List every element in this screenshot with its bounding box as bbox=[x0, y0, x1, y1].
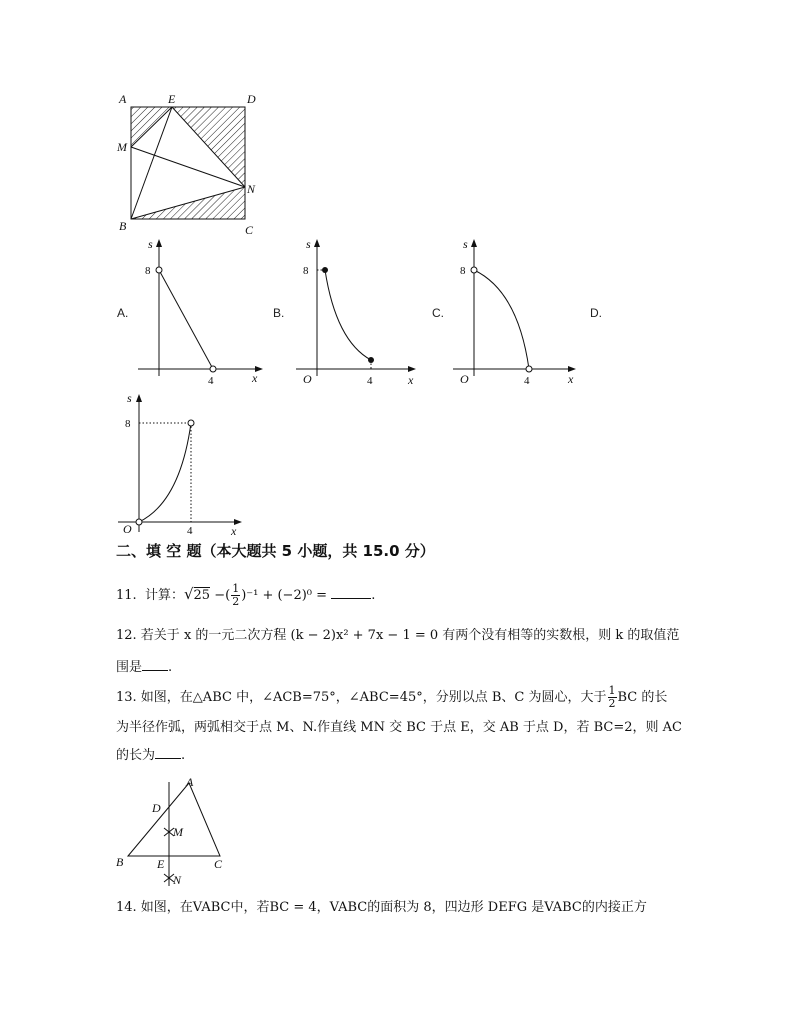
question-11: 11. 计算：√25 −( $\frac{1}{2}$ )⁻¹ + (−2)⁰ = . bbox=[116, 582, 376, 608]
label-A: A bbox=[119, 92, 127, 106]
y-tick: 8 bbox=[145, 265, 151, 277]
label-E: E bbox=[157, 857, 165, 871]
question-13-line1: 13. 如图，在△ABC 中，∠ACB=75°，∠ABC=45°，分别以点 B、C 为圆心，大于 $\frac{1}{2}$ BC 的长 bbox=[116, 684, 668, 710]
x-tick: 4 bbox=[187, 525, 193, 537]
y-label: s bbox=[148, 237, 153, 251]
label-B: B bbox=[119, 219, 127, 233]
label-E: E bbox=[168, 92, 176, 106]
option-c-graph bbox=[453, 236, 583, 388]
label-D: D bbox=[152, 801, 161, 815]
question-13-line3: 的长为 . bbox=[116, 742, 185, 770]
option-d-letter: D. bbox=[590, 306, 602, 320]
y-tick: 8 bbox=[460, 265, 466, 277]
option-b-graph bbox=[296, 236, 426, 388]
option-a-letter: A. bbox=[117, 306, 129, 320]
label-N: N bbox=[247, 182, 256, 196]
label-B: B bbox=[116, 855, 124, 869]
x-label: x bbox=[568, 372, 574, 386]
label-N: N bbox=[173, 873, 182, 887]
q12-blank bbox=[142, 657, 168, 671]
x-label: x bbox=[408, 373, 414, 387]
q13-triangle-figure bbox=[110, 774, 250, 890]
x-label: x bbox=[252, 371, 258, 385]
origin: O bbox=[123, 522, 132, 536]
q11-end: . bbox=[371, 588, 376, 603]
q11-fraction: $\frac{1}{2}$ bbox=[232, 582, 240, 608]
q11-prefix: 计算： bbox=[144, 588, 184, 603]
q11-root: 25 bbox=[193, 588, 211, 603]
option-c-letter: C. bbox=[432, 306, 444, 320]
option-d-graph bbox=[118, 390, 248, 540]
origin: O bbox=[303, 372, 312, 386]
label-C: C bbox=[214, 857, 223, 871]
x-tick: 4 bbox=[367, 375, 373, 387]
label-M: M bbox=[173, 825, 183, 839]
question-14: 14. 如图，在VABC中，若BC = 4，VABC的面积为 8，四边形 DEFG 是VABC的内接正方 bbox=[116, 900, 647, 915]
label-D: D bbox=[247, 92, 256, 106]
option-a-graph bbox=[138, 236, 268, 388]
q11-blank bbox=[331, 585, 371, 599]
label-C: C bbox=[245, 223, 254, 237]
q11-number: 11. bbox=[116, 588, 137, 603]
option-b-letter: B. bbox=[273, 306, 285, 320]
q11-rest: )⁻¹ + (−2)⁰ = bbox=[241, 588, 328, 603]
origin: O bbox=[460, 372, 469, 386]
x-label: x bbox=[231, 524, 237, 538]
y-tick: 8 bbox=[125, 418, 131, 430]
y-tick: 8 bbox=[303, 265, 309, 277]
question-13-line2: 为半径作弧，两弧相交于点 M、N.作直线 MN 交 BC 于点 E，交 AB 于点 D，若 BC=2，则 AC bbox=[116, 720, 682, 735]
label-M: M bbox=[117, 140, 127, 154]
q13-blank bbox=[155, 745, 181, 759]
x-tick: 4 bbox=[524, 375, 530, 387]
section-title: 二、填 空 题（本大题共 5 小题，共 15.0 分） bbox=[116, 542, 435, 560]
question-12-line1: 12. 若关于 x 的一元二次方程 (k − 2)x² + 7x − 1 = 0 有两个没有相等的实数根，则 k 的取值范 bbox=[116, 628, 680, 643]
y-label: s bbox=[306, 237, 311, 251]
label-A: A bbox=[186, 775, 194, 789]
q13-fraction: $\frac{1}{2}$ bbox=[608, 684, 616, 710]
q11-minus: −( bbox=[214, 588, 231, 603]
square-figure bbox=[110, 88, 260, 238]
y-label: s bbox=[463, 237, 468, 251]
x-tick: 4 bbox=[208, 375, 214, 387]
question-12-line2: 围是 . bbox=[116, 654, 172, 682]
y-label: s bbox=[127, 391, 132, 405]
